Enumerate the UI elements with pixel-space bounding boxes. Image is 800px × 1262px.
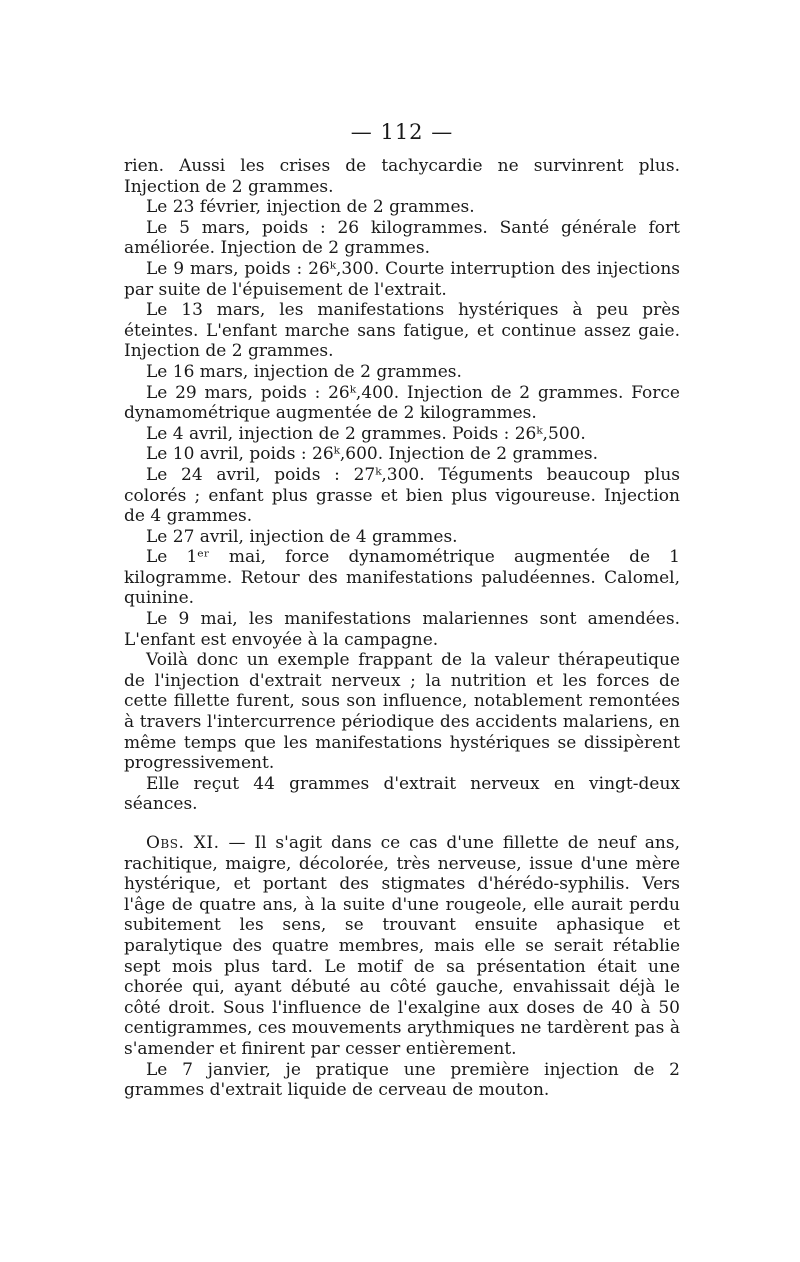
paragraph: Le 5 mars, poids : 26 kilogrammes. Santé générale fort améliorée. Injection de 2 grammes. [124, 217, 680, 259]
final-paragraph: Le 7 janvier, je pratique une première injection de 2 grammes d'extrait liquide de cerveau de mouton. [124, 1059, 680, 1101]
book-page [124, 120, 680, 1101]
observation-text: — Il s'agit dans ce cas d'une fillette de neuf ans, rachitique, maigre, décolorée, très nerveuse, issue d'une mère hystérique, et portant des stigmates d'hérédo-syphilis. Vers l'âge de quatre ans, à la suite d'une rougeole, elle aurait perdu subitement les sens, se trouvant ensuite aphasique et paralytique des quatre membres, mais elle se serait rétablie sept mois plus tard. Le motif de sa présentation était une chorée qui, ayant débuté au côté gauche, envahissait déjà le côté droit. Sous l'influence de l'exalgine aux doses de 40 à 50 centigrammes, ces mouvements arythmiques ne tardèrent pas à s'amender et finirent par cesser entièrement. [124, 833, 680, 1059]
paragraph: Le 29 mars, poids : 26ᵏ,400. Injection de 2 grammes. Force dynamométrique augmentée de 2 kilogrammes. [124, 382, 680, 424]
paragraph: Le 13 mars, les manifestations hystériques à peu près éteintes. L'enfant marche sans fatigue, et continue assez gaie. Injection de 2 grammes. [124, 300, 680, 362]
paragraph: rien. Aussi les crises de tachycardie ne survinrent plus. Injection de 2 grammes. [124, 156, 680, 197]
paragraph: Le 1ᵉʳ mai, force dynamométrique augmentée de 1 kilogramme. Retour des manifestations paludéennes. Calomel, quinine. [124, 547, 680, 609]
observation-label: Obs. XI. [146, 833, 220, 853]
paragraph: Le 27 avril, injection de 4 grammes. [146, 526, 458, 547]
paragraph: Le 4 avril, injection de 2 grammes. Poids : 26ᵏ,500. [146, 423, 586, 444]
paragraph: Le 9 mars, poids : 26ᵏ,300. Courte interruption des injections par suite de l'épuisement de l'extrait. [124, 258, 680, 300]
paragraph: Le 9 mai, les manifestations malariennes sont amendées. L'enfant est envoyée à la campagne. [124, 609, 680, 650]
paragraph: Voilà donc un exemple frappant de la valeur thérapeutique de l'injection d'extrait nerveux ; la nutrition et les forces de cette fillette furent, sous son influence, notablement remontées à travers l'intercurrence périodique des accidents malariens, en même temps que les manifestations hystériques se dissipèrent progressivement. [124, 650, 680, 774]
paragraph: Le 24 avril, poids : 27ᵏ,300. Téguments beaucoup plus colorés ; enfant plus grasse et bien plus vigoureuse. Injection de 4 grammes. [124, 464, 680, 527]
paragraph: Elle reçut 44 grammes d'extrait nerveux en vingt-deux séances. [124, 773, 680, 815]
paragraph: Le 10 avril, poids : 26ᵏ,600. Injection de 2 grammes. [146, 444, 599, 465]
paragraph: Le 23 février, injection de 2 grammes. [146, 197, 475, 218]
observation-paragraph [124, 833, 680, 1060]
body-text [124, 156, 680, 1101]
page-number: — 112 — [350, 120, 454, 144]
paragraph: Le 16 mars, injection de 2 grammes. [146, 361, 462, 382]
